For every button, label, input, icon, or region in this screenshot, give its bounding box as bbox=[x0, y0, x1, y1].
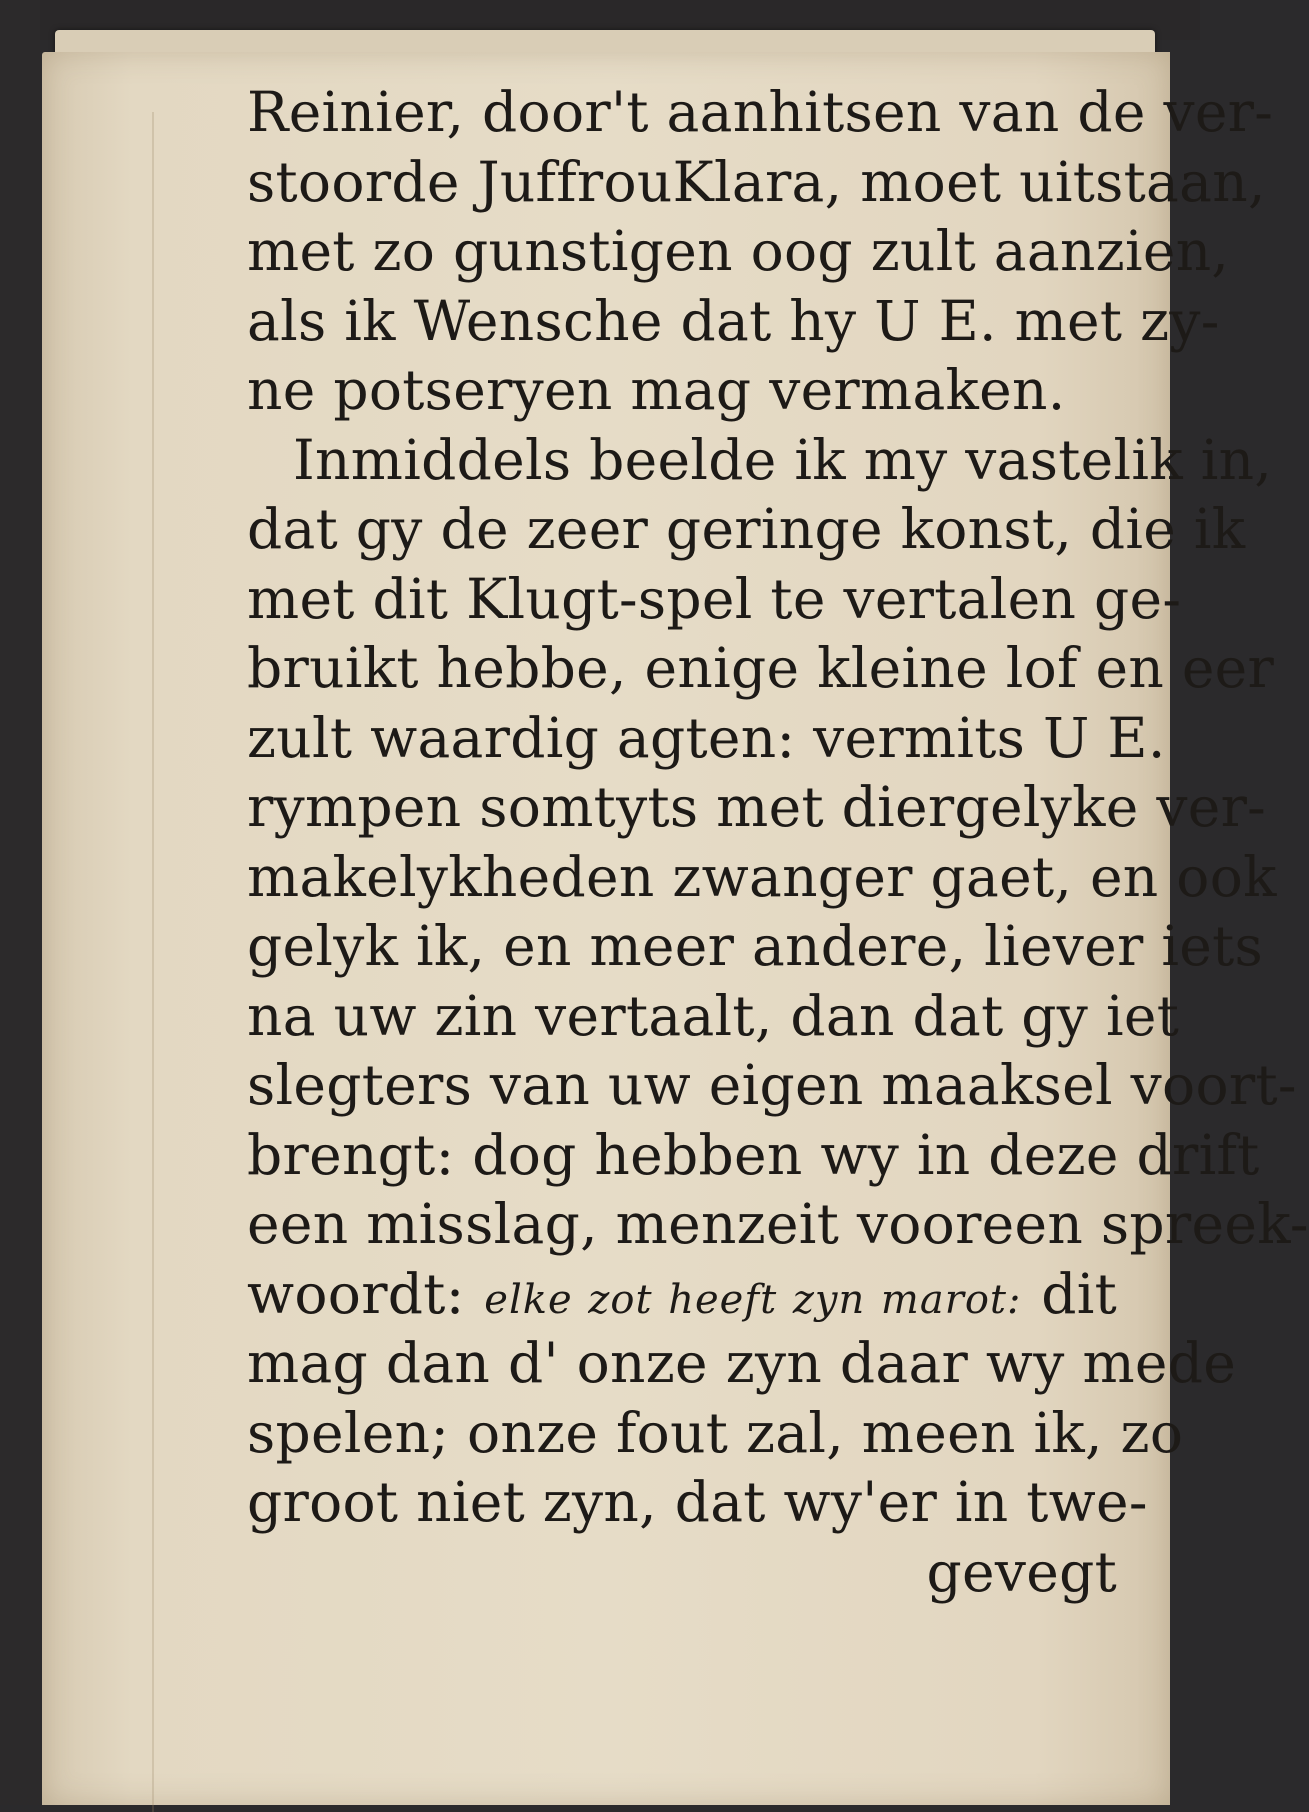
page-fold bbox=[152, 112, 154, 1812]
text-line: bruikt hebbe, enige kleine lof en eer bbox=[247, 636, 1275, 700]
text-line: met zo gunstigen oog zult aanzien, bbox=[247, 219, 1230, 283]
text-line: stoorde JuffrouKlara, moet uitstaan, bbox=[247, 149, 1266, 214]
text-line: zult waardig agten: vermits U E. bbox=[247, 705, 1166, 770]
text-line: rympen somtyts met diergelyke ver- bbox=[247, 775, 1267, 839]
text-line: Reinier, door't aanhitsen van de ver- bbox=[247, 80, 1274, 144]
proverb-italic: elke zot heeft zyn marot: bbox=[484, 1276, 1022, 1323]
text-line: met dit Klugt-spel te vertalen ge- bbox=[247, 566, 1182, 631]
text-line: na uw zin vertaalt, dan dat gy iet bbox=[247, 983, 1180, 1048]
text-line: als ik Wensche dat hy U E. met zy- bbox=[247, 288, 1220, 353]
catchword: gevegt bbox=[926, 1539, 1117, 1604]
text-line: mag dan d' onze zyn daar wy mede bbox=[247, 1331, 1237, 1395]
text-line: slegters van uw eigen maaksel voort- bbox=[247, 1053, 1297, 1117]
proverb-tail: dit bbox=[1041, 1261, 1117, 1326]
text-line: Inmiddels beelde ik my vastelik in, bbox=[293, 427, 1273, 492]
page-text bbox=[247, 78, 1309, 1607]
proverb-lead: woordt: bbox=[247, 1261, 465, 1326]
text-line: groot niet zyn, dat wy'er in twe- bbox=[247, 1470, 1148, 1534]
text-line: gelyk ik, en meer andere, liever iets bbox=[247, 914, 1264, 978]
text-line: een misslag, menzeit vooreen spreek- bbox=[247, 1192, 1309, 1256]
text-line: ne potseryen mag vermaken. bbox=[247, 358, 1066, 422]
proverb-line bbox=[247, 1260, 1117, 1330]
backdrop-left bbox=[0, 0, 40, 1805]
text-line: brengt: dog hebben wy in deze drift bbox=[247, 1122, 1260, 1187]
text-line: makelykheden zwanger gaet, en ook bbox=[247, 844, 1277, 909]
text-line: dat gy de zeer geringe konst, die ik bbox=[247, 497, 1246, 561]
text-line: spelen; onze fout zal, meen ik, zo bbox=[247, 1400, 1184, 1465]
